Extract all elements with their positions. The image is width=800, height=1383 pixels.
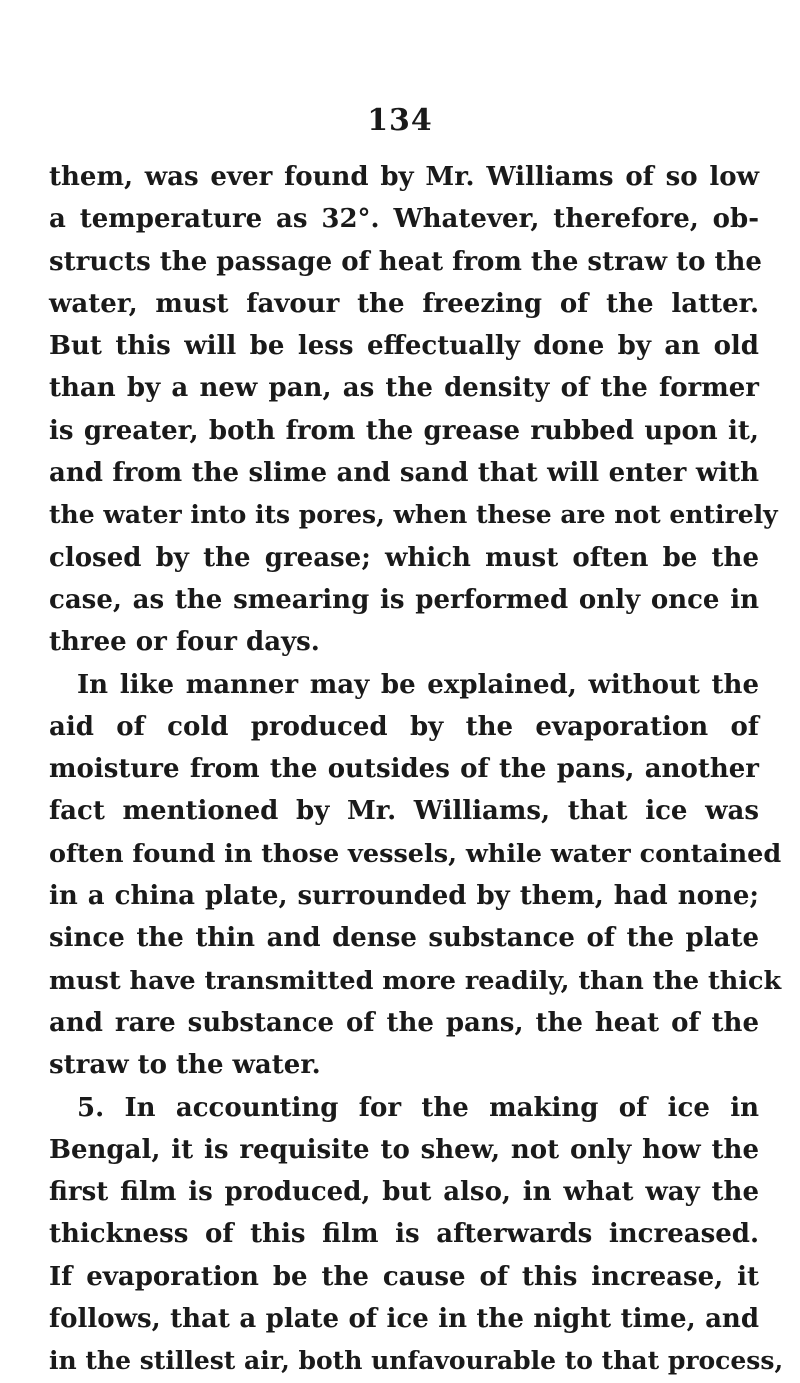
text-line: water, must favour the freezing of the latter. — [49, 288, 759, 319]
text-line: In like manner may be explained, without the — [77, 669, 759, 700]
text-line: closed by the grease; which must often be the — [49, 542, 759, 573]
text-line: follows, that a plate of ice in the night time, and — [49, 1304, 759, 1335]
text-line: first film is produced, but also, in what way the — [49, 1177, 759, 1208]
text-line: and rare substance of the pans, the heat of the — [49, 1007, 759, 1038]
text-line: a temperature as 32°. Whatever, therefore, ob- — [49, 204, 759, 235]
text-line: than by a new pan, as the density of the former — [49, 373, 759, 404]
text-line: aid of cold produced by the evaporation of — [49, 711, 759, 742]
text-line: fact mentioned by Mr. Williams, that ice was — [49, 796, 759, 827]
text-line: moisture from the outsides of the pans, another — [49, 754, 759, 785]
text-line: is greater, both from the grease rubbed upon it, — [49, 415, 759, 446]
text-line: case, as the smearing is performed only once in — [49, 584, 759, 615]
text-line: 5. In accounting for the making of ice in — [77, 1092, 759, 1123]
text-line: thickness of this film is afterwards increased. — [49, 1219, 759, 1250]
text-line: since the thin and dense substance of the plate — [49, 923, 759, 954]
text-line: often found in those vessels, while water contained — [49, 838, 782, 869]
text-line: straw to the water. — [49, 1050, 321, 1081]
text-line: But this will be less effectually done by an old — [49, 331, 759, 362]
body-text — [49, 156, 784, 1383]
text-line: in a china plate, surrounded by them, had none; — [49, 881, 759, 912]
text-line: in the stillest air, both unfavourable to that process, — [49, 1346, 784, 1376]
text-line: the water into its pores, when these are not entirely — [49, 500, 778, 530]
page-number: 134 — [367, 103, 433, 138]
text-line: structs the passage of heat from the straw to the — [49, 246, 762, 277]
text-line: Bengal, it is requisite to shew, not only how the — [49, 1134, 759, 1165]
text-line: If evaporation be the cause of this increase, it — [49, 1261, 759, 1292]
text-line: them, was ever found by Mr. Williams of so low — [49, 162, 759, 192]
text-line: three or four days. — [49, 627, 320, 658]
text-line: and from the slime and sand that will enter with — [49, 458, 759, 489]
text-line: must have transmitted more readily, than the thick — [49, 965, 782, 996]
